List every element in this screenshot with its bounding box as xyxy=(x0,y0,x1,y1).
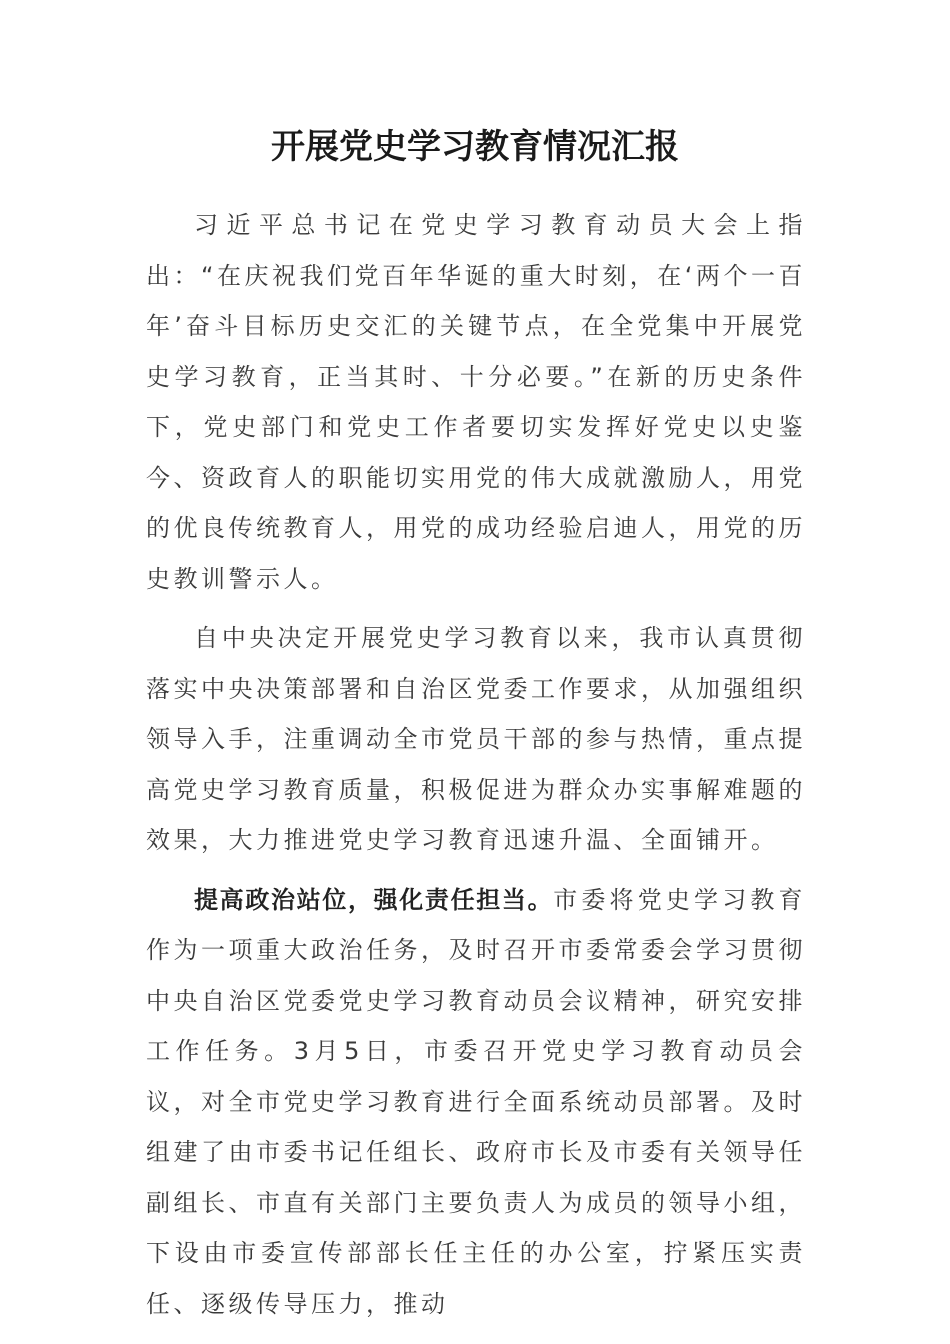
document-body xyxy=(146,200,806,1338)
paragraph-3-text: 市委将党史学习教育作为一项重大政治任务，及时召开市委常委会学习贯彻中央自治区党委党史学习教育动员会议精神，研究安排工作任务。3月5日，市委召开党史学习教育动员会议，对全市党史学习教育进行全面系统动员部署。及时组建了由市委书记任组长、政府市长及市委有关领导任副组长、市直有关部门主要负责人为成员的领导小组，下设由市委宣传部部长任主任的办公室，拧紧压实责任、逐级传导压力，推动 xyxy=(146,885,807,1318)
paragraph-3 xyxy=(146,875,806,1330)
paragraph-1 xyxy=(146,200,806,604)
paragraph-1-text: 习近平总书记在党史学习教育动员大会上指出：“在庆祝我们党百年华诞的重大时刻，在‘两个一百年’奋斗目标历史交汇的关键节点，在全党集中开展党史学习教育，正当其时、十分必要。”在新的历史条件下，党史部门和党史工作者要切实发挥好党史以史鉴今、资政育人的职能切实用党的伟大成就激励人，用党的优良传统教育人，用党的成功经验启迪人，用党的历史教训警示人。 xyxy=(146,211,806,593)
paragraph-3-heading: 提高政治站位，强化责任担当。 xyxy=(194,885,554,914)
paragraph-2 xyxy=(146,613,806,866)
paragraph-2-text: 自中央决定开展党史学习教育以来，我市认真贯彻落实中央决策部署和自治区党委工作要求，从加强组织领导入手，注重调动全市党员干部的参与热情，重点提高党史学习教育质量，积极促进为群众办实事解难题的效果，大力推进党史学习教育迅速升温、全面铺开。 xyxy=(146,624,806,854)
document-title: 开展党史学习教育情况汇报 xyxy=(271,127,679,167)
